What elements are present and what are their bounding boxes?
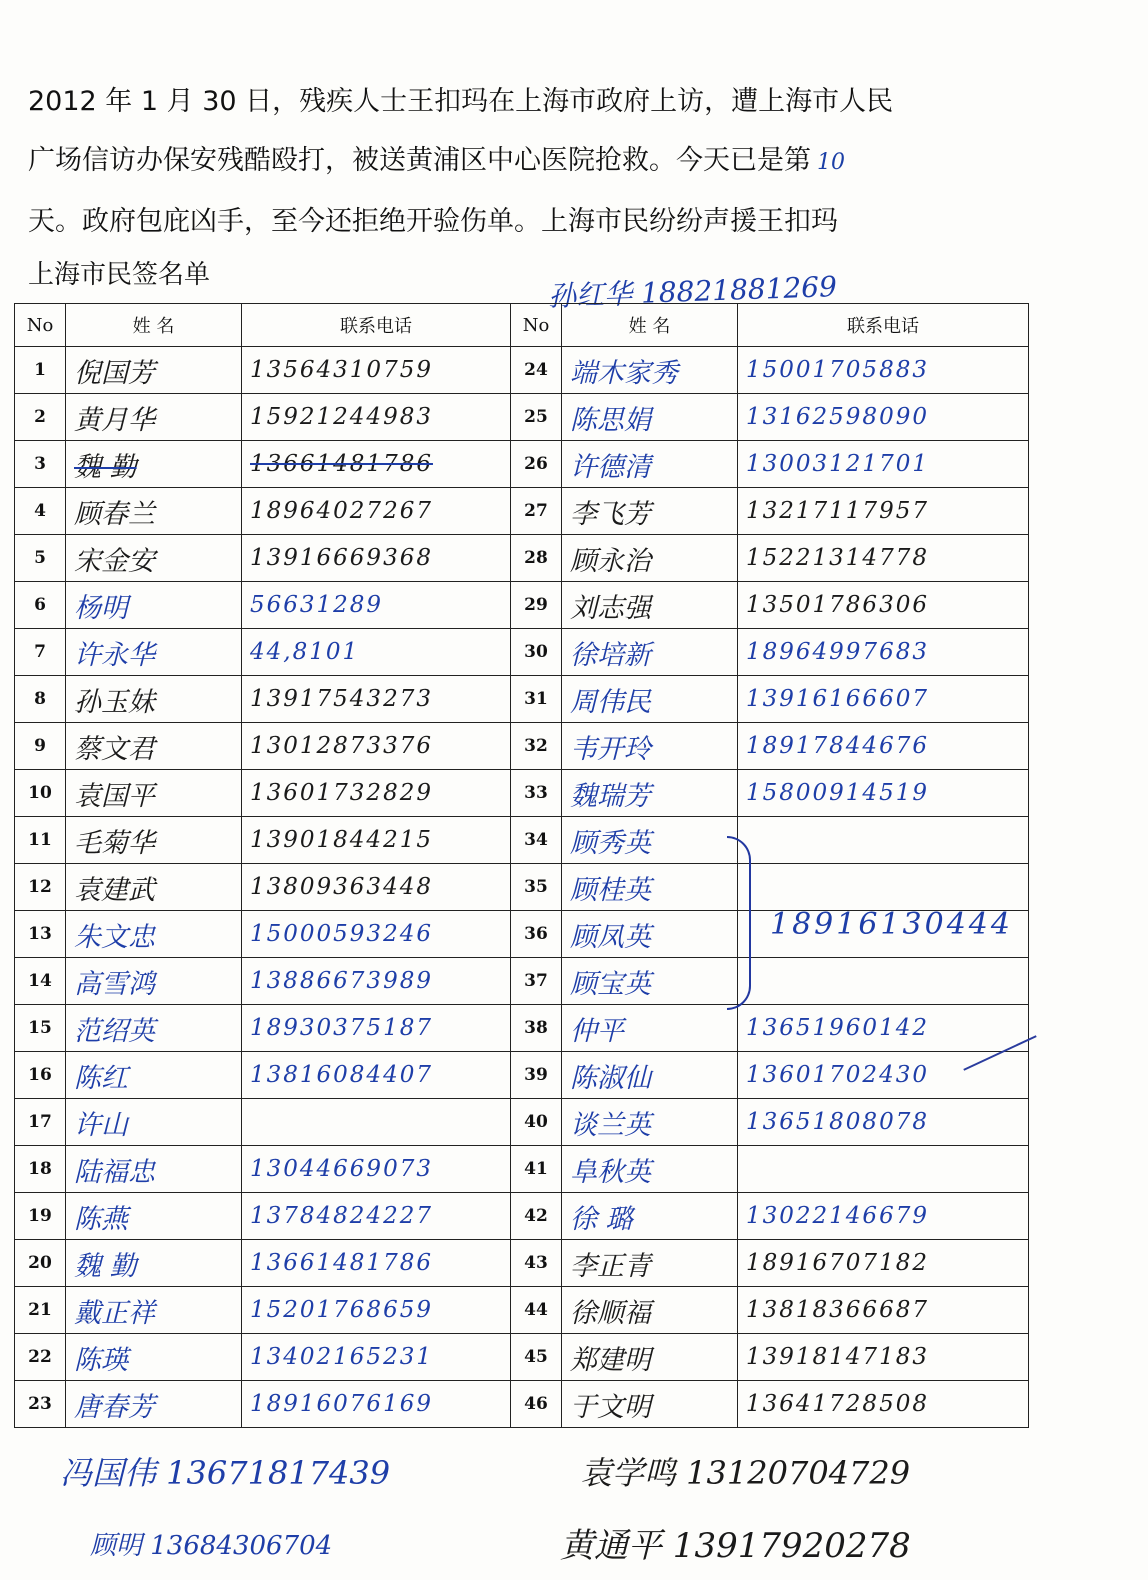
cell-phone-left [242,488,511,535]
cell-phone-right [738,1099,1029,1146]
signer-phone-right: 13601702430 [746,1062,929,1088]
signature-table [14,303,1029,1428]
row-no-left: 21 [15,1287,66,1334]
cell-phone-left [242,864,511,911]
signer-name-left: 毛菊华 [74,827,155,859]
cell-phone-left [242,582,511,629]
row-no-left: 7 [15,629,66,676]
table-row [15,1381,1029,1428]
cell-name-left [66,582,242,629]
cell-name-left [66,864,242,911]
row-no-right: 41 [511,1146,562,1193]
statement-line-3: 天。政府包庇凶手，至今还拒绝开验伤单。上海市民纷纷声援王扣玛 [28,206,838,237]
signer-name-left: 陈燕 [74,1203,128,1235]
row-no-left: 3 [15,441,66,488]
cell-name-right [562,817,738,864]
signer-name-right: 顾凤英 [570,921,651,953]
row-no-right: 26 [511,441,562,488]
signer-phone-left: 18964027267 [250,498,433,524]
signer-name-right: 端木家秀 [570,357,678,389]
cell-name-right [562,394,738,441]
signer-name-right: 韦开玲 [570,733,651,765]
row-no-right: 34 [511,817,562,864]
signer-phone-right: 18917844676 [746,733,929,759]
cell-name-right [562,1005,738,1052]
signer-name-left: 高雪鸿 [74,968,155,1000]
extra-signature-2: 袁学鸣 13120704729 [580,1454,911,1492]
table-row [15,1287,1029,1334]
signer-phone-right: 13918147183 [746,1344,929,1370]
signer-name-left: 袁建武 [74,874,155,906]
cell-phone-left [242,817,511,864]
signer-phone-left: 13564310759 [250,357,433,383]
row-no-right: 33 [511,770,562,817]
cell-name-left [66,1099,242,1146]
signer-name-left: 杨明 [74,592,128,624]
signer-name-left: 陆福忠 [74,1156,155,1188]
cell-name-left [66,629,242,676]
cell-phone-right [738,723,1029,770]
signer-phone-right: 15221314778 [746,545,929,571]
cell-name-right [562,347,738,394]
cell-phone-right [738,535,1029,582]
cell-name-right [562,535,738,582]
signer-phone-right: 13818366687 [746,1297,929,1323]
statement-line-2 [28,131,1128,192]
signer-name-left: 戴正祥 [74,1297,155,1329]
extra-signature-1: 冯国伟 13671817439 [60,1454,391,1492]
shared-phone-34-37: 18916130444 [770,907,1013,942]
petition-statement [28,72,1128,251]
signer-name-left: 陈瑛 [74,1344,128,1376]
header-no-right: No [511,304,562,347]
cell-name-right [562,441,738,488]
header-name-right: 姓 名 [562,304,738,347]
signer-phone-right: 13501786306 [746,592,929,618]
signer-name-right: 徐顺福 [570,1297,651,1329]
cell-name-right [562,911,738,958]
row-no-left: 14 [15,958,66,1005]
cell-name-left [66,911,242,958]
cell-name-right [562,1099,738,1146]
row-no-left: 5 [15,535,66,582]
table-row [15,582,1029,629]
cell-phone-right [738,676,1029,723]
signer-phone-left: 18930375187 [250,1015,433,1041]
cell-phone-left [242,1334,511,1381]
row-no-left: 9 [15,723,66,770]
cell-phone-left [242,1099,511,1146]
signer-phone-right: 13162598090 [746,404,929,430]
row-no-right: 43 [511,1240,562,1287]
cell-name-right [562,582,738,629]
header-phone-left: 联系电话 [242,304,511,347]
header-phone-right: 联系电话 [738,304,1029,347]
cell-phone-right [738,864,1029,911]
statement-line-1: 2012 年 1 月 30 日，残疾人士王扣玛在上海市政府上访，遭上海市人民 [28,86,894,117]
cell-phone-left [242,958,511,1005]
sheet-subtitle: 上海市民签名单 [28,260,211,290]
table-row [15,1099,1029,1146]
cell-name-left [66,1005,242,1052]
table-row [15,441,1029,488]
signer-name-left: 魏 勤 [74,451,137,483]
cell-name-right [562,1287,738,1334]
cell-name-right [562,1052,738,1099]
signer-name-right: 于文明 [570,1391,651,1423]
row-no-left: 8 [15,676,66,723]
signer-phone-right: 13022146679 [746,1203,929,1229]
signer-phone-left: 13901844215 [250,827,433,853]
signer-name-right: 顾桂英 [570,874,651,906]
cell-phone-right [738,1240,1029,1287]
signer-name-left: 孙玉妹 [74,686,155,718]
table-row [15,1146,1029,1193]
signer-phone-right: 13217117957 [746,498,929,524]
signer-name-right: 顾宝英 [570,968,651,1000]
cell-name-left [66,535,242,582]
signer-name-left: 黄月华 [74,404,155,436]
cell-phone-left [242,441,511,488]
table-row [15,1052,1029,1099]
table-row [15,535,1029,582]
cell-name-right [562,1334,738,1381]
row-no-left: 18 [15,1146,66,1193]
row-no-left: 15 [15,1005,66,1052]
signer-phone-left: 13012873376 [250,733,433,759]
signer-name-right: 徐培新 [570,639,651,671]
extra-signature-3: 顾明 13684306704 [90,1531,333,1561]
signer-phone-left: 13661481786 [250,451,433,477]
cell-phone-right [738,770,1029,817]
signer-name-right: 仲平 [570,1015,624,1047]
signer-name-right: 李正青 [570,1250,651,1282]
signer-name-right: 周伟民 [570,686,651,718]
signer-phone-left: 13601732829 [250,780,433,806]
cell-name-right [562,1381,738,1428]
extra-signature-4: 黄通平 13917920278 [560,1526,911,1566]
table-row [15,347,1029,394]
table-row [15,817,1029,864]
signer-phone-left: 13402165231 [250,1344,433,1370]
header-name-left: 姓 名 [66,304,242,347]
cell-phone-left [242,1381,511,1428]
signer-name-left: 袁国平 [74,780,155,812]
cell-phone-left [242,1240,511,1287]
row-no-right: 28 [511,535,562,582]
cell-phone-left [242,1193,511,1240]
cell-name-right [562,1193,738,1240]
cell-name-right [562,864,738,911]
row-no-left: 17 [15,1099,66,1146]
signer-phone-left: 13816084407 [250,1062,433,1088]
row-no-right: 42 [511,1193,562,1240]
cell-name-left [66,1381,242,1428]
signer-phone-right: 13641728508 [746,1391,929,1417]
signer-phone-left: 15201768659 [250,1297,433,1323]
cell-name-right [562,723,738,770]
row-no-right: 25 [511,394,562,441]
cell-phone-right [738,1381,1029,1428]
row-no-left: 10 [15,770,66,817]
row-no-right: 39 [511,1052,562,1099]
row-no-right: 35 [511,864,562,911]
cell-phone-right [738,958,1029,1005]
table-row [15,676,1029,723]
signer-name-left: 朱文忠 [74,921,155,953]
signer-name-left: 许永华 [74,639,155,671]
row-no-left: 19 [15,1193,66,1240]
row-no-left: 20 [15,1240,66,1287]
table-row [15,723,1029,770]
cell-phone-left [242,1052,511,1099]
cell-phone-left [242,1146,511,1193]
signer-phone-right: 18916707182 [746,1250,929,1276]
cell-name-left [66,394,242,441]
signer-phone-right: 18964997683 [746,639,929,665]
table-row [15,958,1029,1005]
cell-name-left [66,1287,242,1334]
cell-name-left [66,1240,242,1287]
row-no-right: 46 [511,1381,562,1428]
signer-phone-right: 13003121701 [746,451,929,477]
signer-name-left: 范绍英 [74,1015,155,1047]
row-no-left: 12 [15,864,66,911]
signer-phone-right: 13651808078 [746,1109,929,1135]
signer-phone-left: 13917543273 [250,686,433,712]
cell-phone-right [738,1287,1029,1334]
signer-phone-left: 13784824227 [250,1203,433,1229]
cell-phone-left [242,535,511,582]
signer-phone-left: 13661481786 [250,1250,433,1276]
top-handwritten-annotation: 孙红华 18821881269 [547,269,838,314]
header-no-left: No [15,304,66,347]
signature-table-body [15,347,1029,1428]
row-no-right: 30 [511,629,562,676]
cell-name-right [562,770,738,817]
row-no-right: 32 [511,723,562,770]
cell-name-left [66,676,242,723]
cell-name-left [66,441,242,488]
row-no-left: 22 [15,1334,66,1381]
signer-name-left: 陈红 [74,1062,128,1094]
signer-name-left: 唐春芳 [74,1391,155,1423]
signer-name-left: 宋金安 [74,545,155,577]
row-no-left: 1 [15,347,66,394]
cell-phone-right [738,394,1029,441]
cell-name-left [66,817,242,864]
cell-phone-right [738,629,1029,676]
cell-name-left [66,347,242,394]
signer-name-right: 谈兰英 [570,1109,651,1141]
signer-name-left: 魏 勤 [74,1250,137,1282]
cell-phone-left [242,911,511,958]
signer-name-right: 徐 璐 [570,1203,633,1235]
signer-name-right: 阜秋英 [570,1156,651,1188]
signer-phone-left: 18916076169 [250,1391,433,1417]
cell-name-right [562,1146,738,1193]
cell-name-left [66,958,242,1005]
cell-phone-left [242,1005,511,1052]
signer-name-right: 顾秀英 [570,827,651,859]
table-row [15,1334,1029,1381]
row-no-right: 40 [511,1099,562,1146]
cell-name-right [562,676,738,723]
cell-phone-left [242,770,511,817]
row-no-left: 16 [15,1052,66,1099]
cell-name-left [66,488,242,535]
cell-name-left [66,1052,242,1099]
statement-line-2-text: 广场信访办保安残酷殴打，被送黄浦区中心医院抢救。今天已是第 [28,145,811,176]
cell-name-right [562,629,738,676]
cell-phone-left [242,394,511,441]
signer-name-right: 陈思娟 [570,404,651,436]
cell-name-left [66,1334,242,1381]
signer-name-right: 陈淑仙 [570,1062,651,1094]
signer-name-left: 顾春兰 [74,498,155,530]
row-no-left: 4 [15,488,66,535]
signer-name-right: 李飞芳 [570,498,651,530]
signer-phone-left: 13809363448 [250,874,433,900]
table-row [15,1005,1029,1052]
signer-phone-left: 13916669368 [250,545,433,571]
cell-name-left [66,770,242,817]
cell-phone-right [738,488,1029,535]
signer-name-left: 蔡文君 [74,733,155,765]
row-no-right: 37 [511,958,562,1005]
cell-phone-left [242,1287,511,1334]
cell-name-right [562,488,738,535]
row-no-right: 24 [511,347,562,394]
cell-name-left [66,1193,242,1240]
signer-name-right: 许德清 [570,451,651,483]
cell-name-right [562,1240,738,1287]
row-no-left: 13 [15,911,66,958]
signer-name-left: 许山 [74,1109,128,1141]
cell-phone-left [242,676,511,723]
signer-phone-right: 15001705883 [746,357,929,383]
cell-name-right [562,958,738,1005]
row-no-right: 31 [511,676,562,723]
row-no-right: 27 [511,488,562,535]
row-no-left: 2 [15,394,66,441]
signer-phone-left: 56631289 [250,592,384,618]
signer-name-right: 魏瑞芳 [570,780,651,812]
cell-phone-left [242,723,511,770]
signer-phone-left: 15000593246 [250,921,433,947]
row-no-right: 44 [511,1287,562,1334]
cell-phone-right [738,1193,1029,1240]
row-no-right: 29 [511,582,562,629]
signer-name-right: 郑建明 [570,1344,651,1376]
cell-phone-right [738,347,1029,394]
row-no-right: 45 [511,1334,562,1381]
table-row [15,394,1029,441]
cell-phone-left [242,347,511,394]
cell-phone-right [738,1146,1029,1193]
signer-phone-left: 44,8101 [250,639,360,665]
cell-phone-right [738,817,1029,864]
signer-phone-right: 15800914519 [746,780,929,806]
grouping-brace [727,836,751,1010]
row-no-left: 11 [15,817,66,864]
cell-phone-right [738,1005,1029,1052]
table-header-row [15,304,1029,347]
signer-phone-left: 13886673989 [250,968,433,994]
cell-name-left [66,1146,242,1193]
table-row [15,1193,1029,1240]
signer-name-right: 顾永治 [570,545,651,577]
table-row [15,864,1029,911]
cell-phone-right [738,1334,1029,1381]
signer-phone-left: 15921244983 [250,404,433,430]
row-no-right: 38 [511,1005,562,1052]
cell-name-left [66,723,242,770]
row-no-left: 23 [15,1381,66,1428]
signer-name-right: 刘志强 [570,592,651,624]
table-row [15,1240,1029,1287]
signer-phone-right: 13651960142 [746,1015,929,1041]
cell-phone-left [242,629,511,676]
table-row [15,488,1029,535]
day-count-handwritten: 10 [817,150,845,175]
table-row [15,770,1029,817]
cell-phone-right [738,441,1029,488]
table-row [15,629,1029,676]
signer-phone-right: 13916166607 [746,686,929,712]
signer-phone-left: 13044669073 [250,1156,433,1182]
signer-name-left: 倪国芳 [74,357,155,389]
cell-phone-right [738,582,1029,629]
row-no-left: 6 [15,582,66,629]
row-no-right: 36 [511,911,562,958]
